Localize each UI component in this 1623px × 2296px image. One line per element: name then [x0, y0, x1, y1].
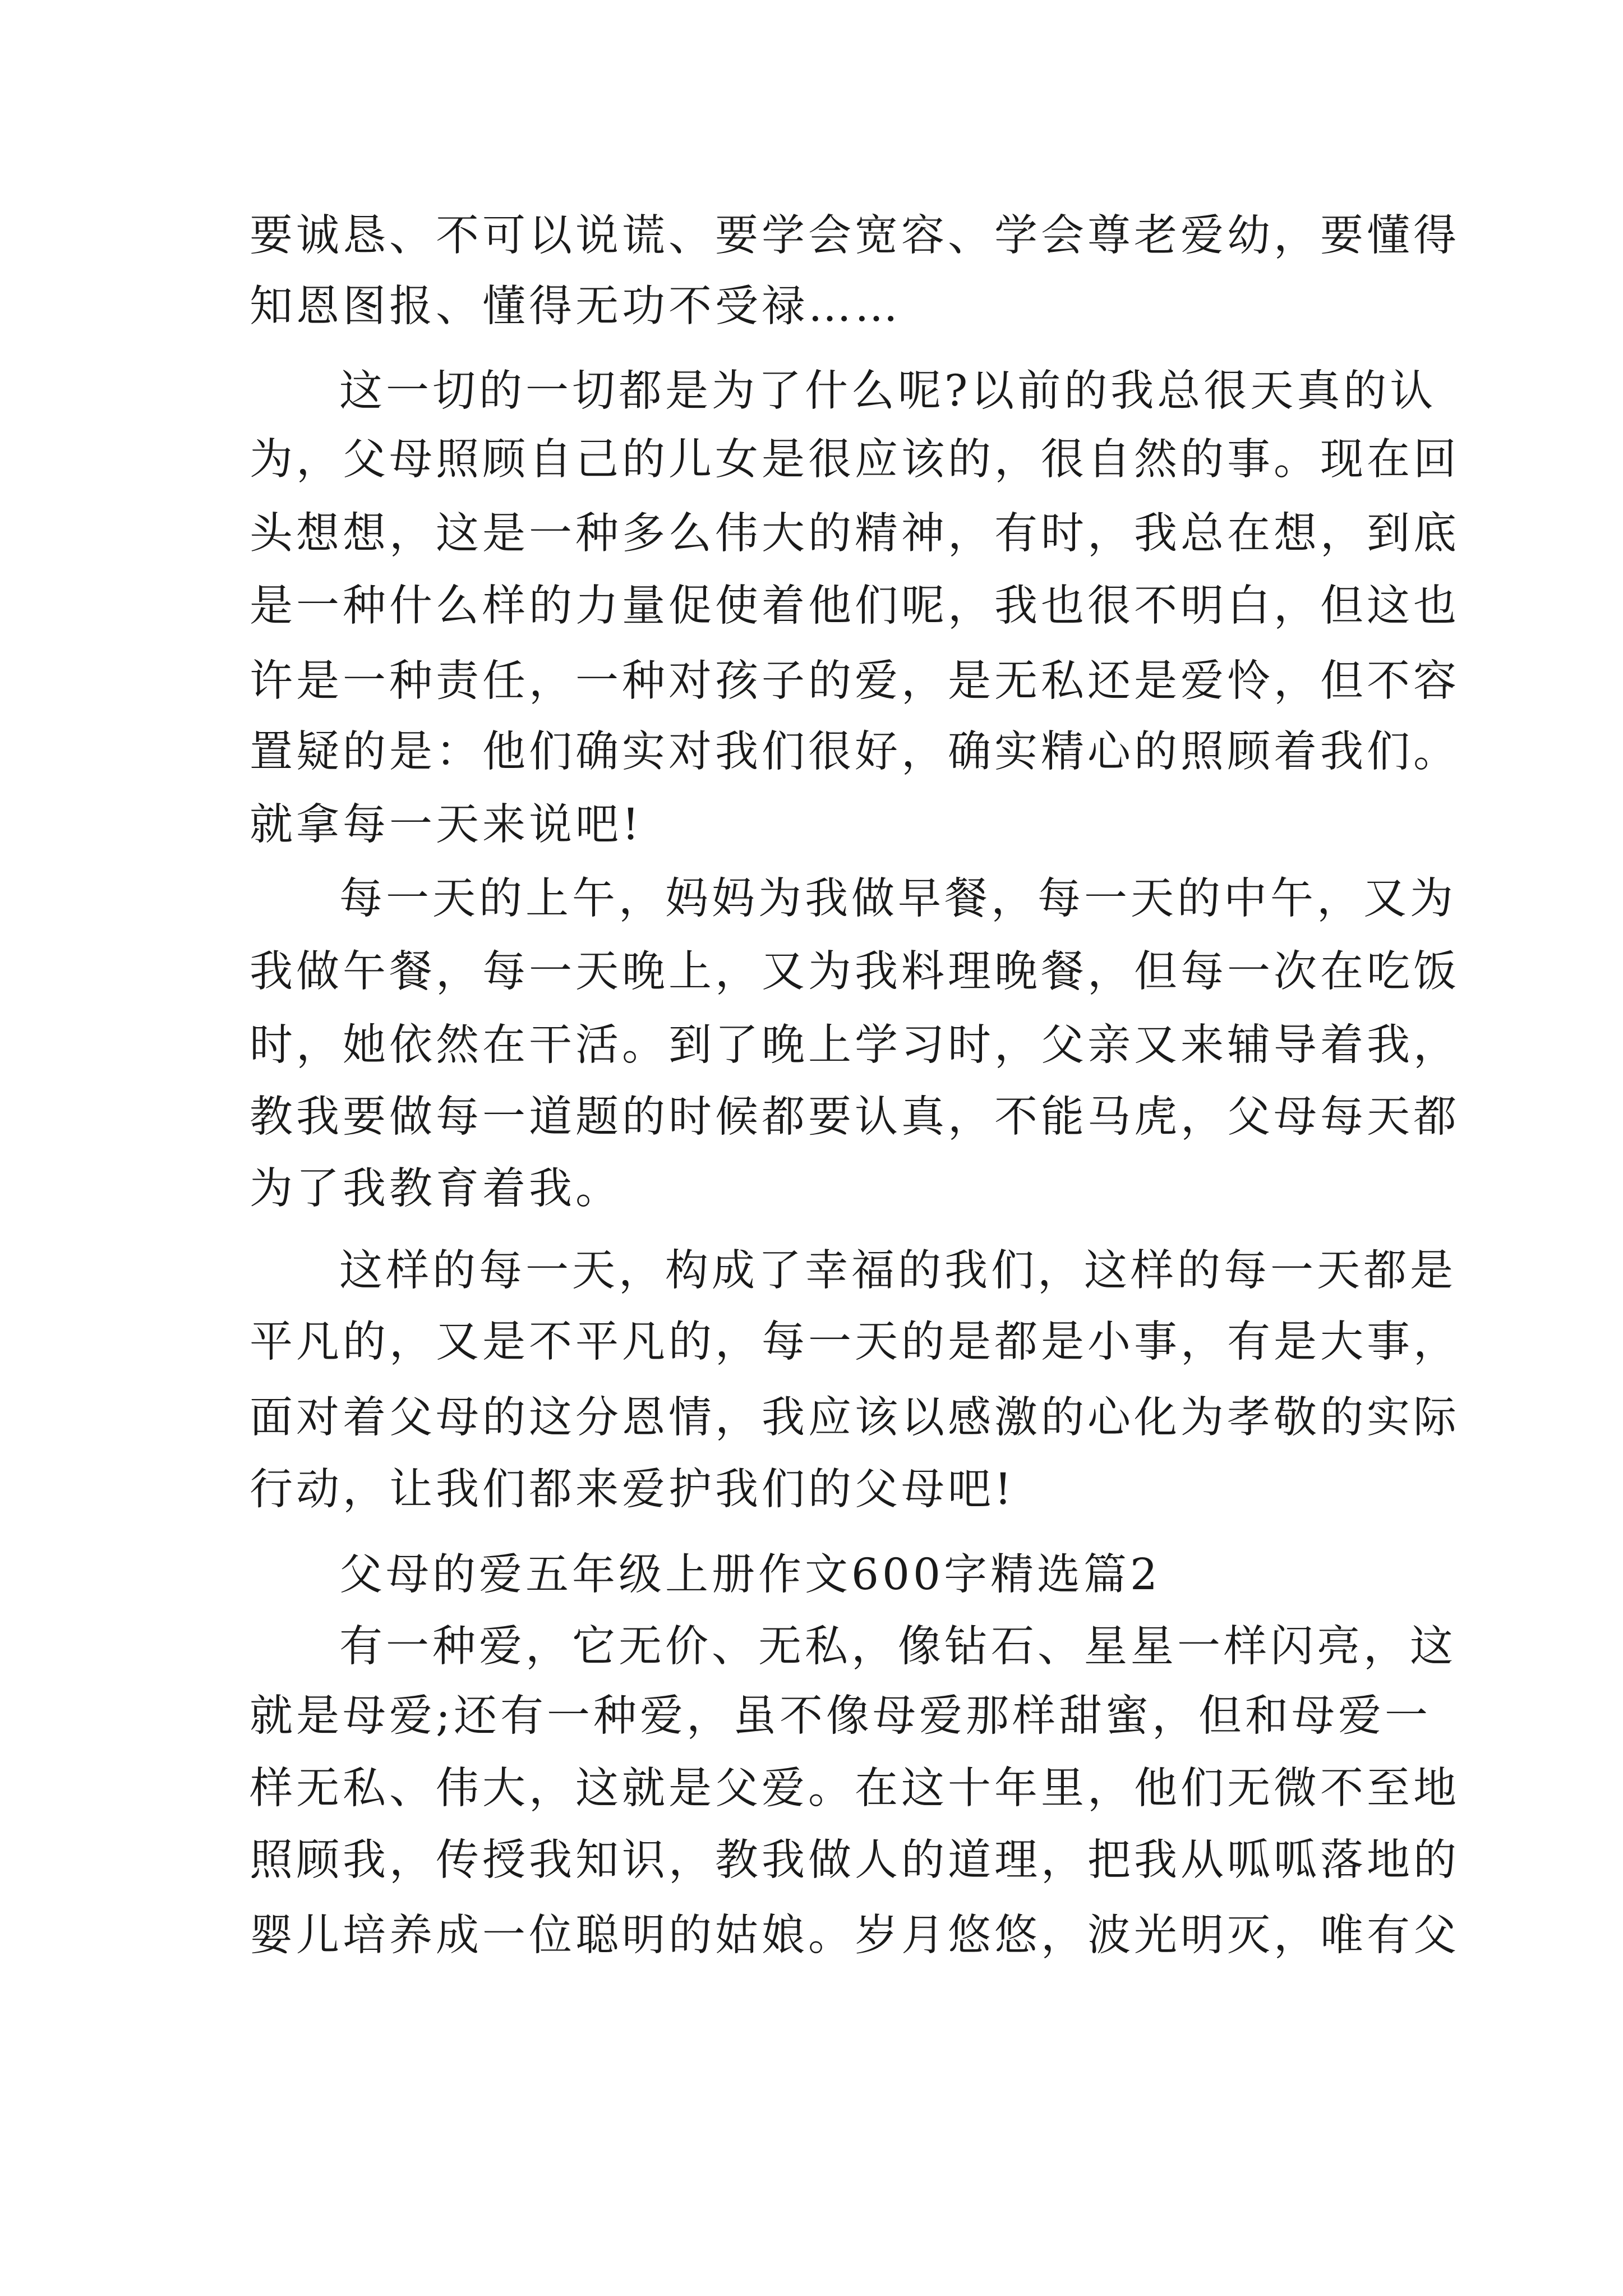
text-line: 就是母爱;还有一种爱，虽不像母爱那样甜蜜，但和母爱一	[250, 1691, 1431, 1741]
text-line: 时，她依然在干活。到了晚上学习时，父亲又来辅导着我，	[250, 1020, 1460, 1070]
text-line: 我做午餐，每一天晚上，又为我料理晚餐，但每一次在吃饭	[250, 947, 1460, 997]
text-line: 头想想，这是一种多么伟大的精神，有时，我总在想，到底	[250, 509, 1460, 559]
text-line: 知恩图报、懂得无功不受禄……	[250, 282, 901, 332]
text-line: 行动，让我们都来爱护我们的父母吧!	[250, 1465, 1015, 1515]
text-line: 是一种什么样的力量促使着他们呢，我也很不明白，但这也	[250, 581, 1460, 631]
text-line: 为了我教育着我。	[250, 1164, 622, 1214]
text-line: 婴儿培养成一位聪明的姑娘。岁月悠悠，波光明灭，唯有父	[250, 1911, 1460, 1961]
text-line: 照顾我，传授我知识，教我做人的道理，把我从呱呱落地的	[250, 1835, 1460, 1885]
text-line: 置疑的是：他们确实对我们很好，确实精心的照顾着我们。	[250, 727, 1460, 777]
paragraph-first-line: 有一种爱，它无价、无私，像钻石、星星一样闪亮，这	[339, 1622, 1456, 1672]
text-line: 面对着父母的这分恩情，我应该以感激的心化为孝敬的实际	[250, 1393, 1460, 1443]
text-line: 就拿每一天来说吧!	[250, 800, 643, 850]
text-line: 要诚恳、不可以说谎、要学会宽容、学会尊老爱幼，要懂得	[250, 211, 1460, 261]
text-line: 平凡的，又是不平凡的，每一天的是都是小事，有是大事，	[250, 1317, 1460, 1367]
text-line: 许是一种责任，一种对孩子的爱，是无私还是爱怜，但不容	[250, 656, 1460, 706]
paragraph-first-line: 这一切的一切都是为了什么呢?以前的我总很天真的认	[339, 366, 1437, 416]
text-line: 样无私、伟大，这就是父爱。在这十年里，他们无微不至地	[250, 1764, 1460, 1814]
paragraph-first-line: 这样的每一天，构成了幸福的我们，这样的每一天都是	[339, 1246, 1456, 1296]
section-heading: 父母的爱五年级上册作文600字精选篇2	[339, 1550, 1161, 1600]
text-line: 教我要做每一道题的时候都要认真，不能马虎，父母每天都	[250, 1092, 1460, 1142]
text-line: 为，父母照顾自己的儿女是很应该的，很自然的事。现在回	[250, 435, 1460, 485]
paragraph-first-line: 每一天的上午，妈妈为我做早餐，每一天的中午，又为	[339, 874, 1456, 924]
